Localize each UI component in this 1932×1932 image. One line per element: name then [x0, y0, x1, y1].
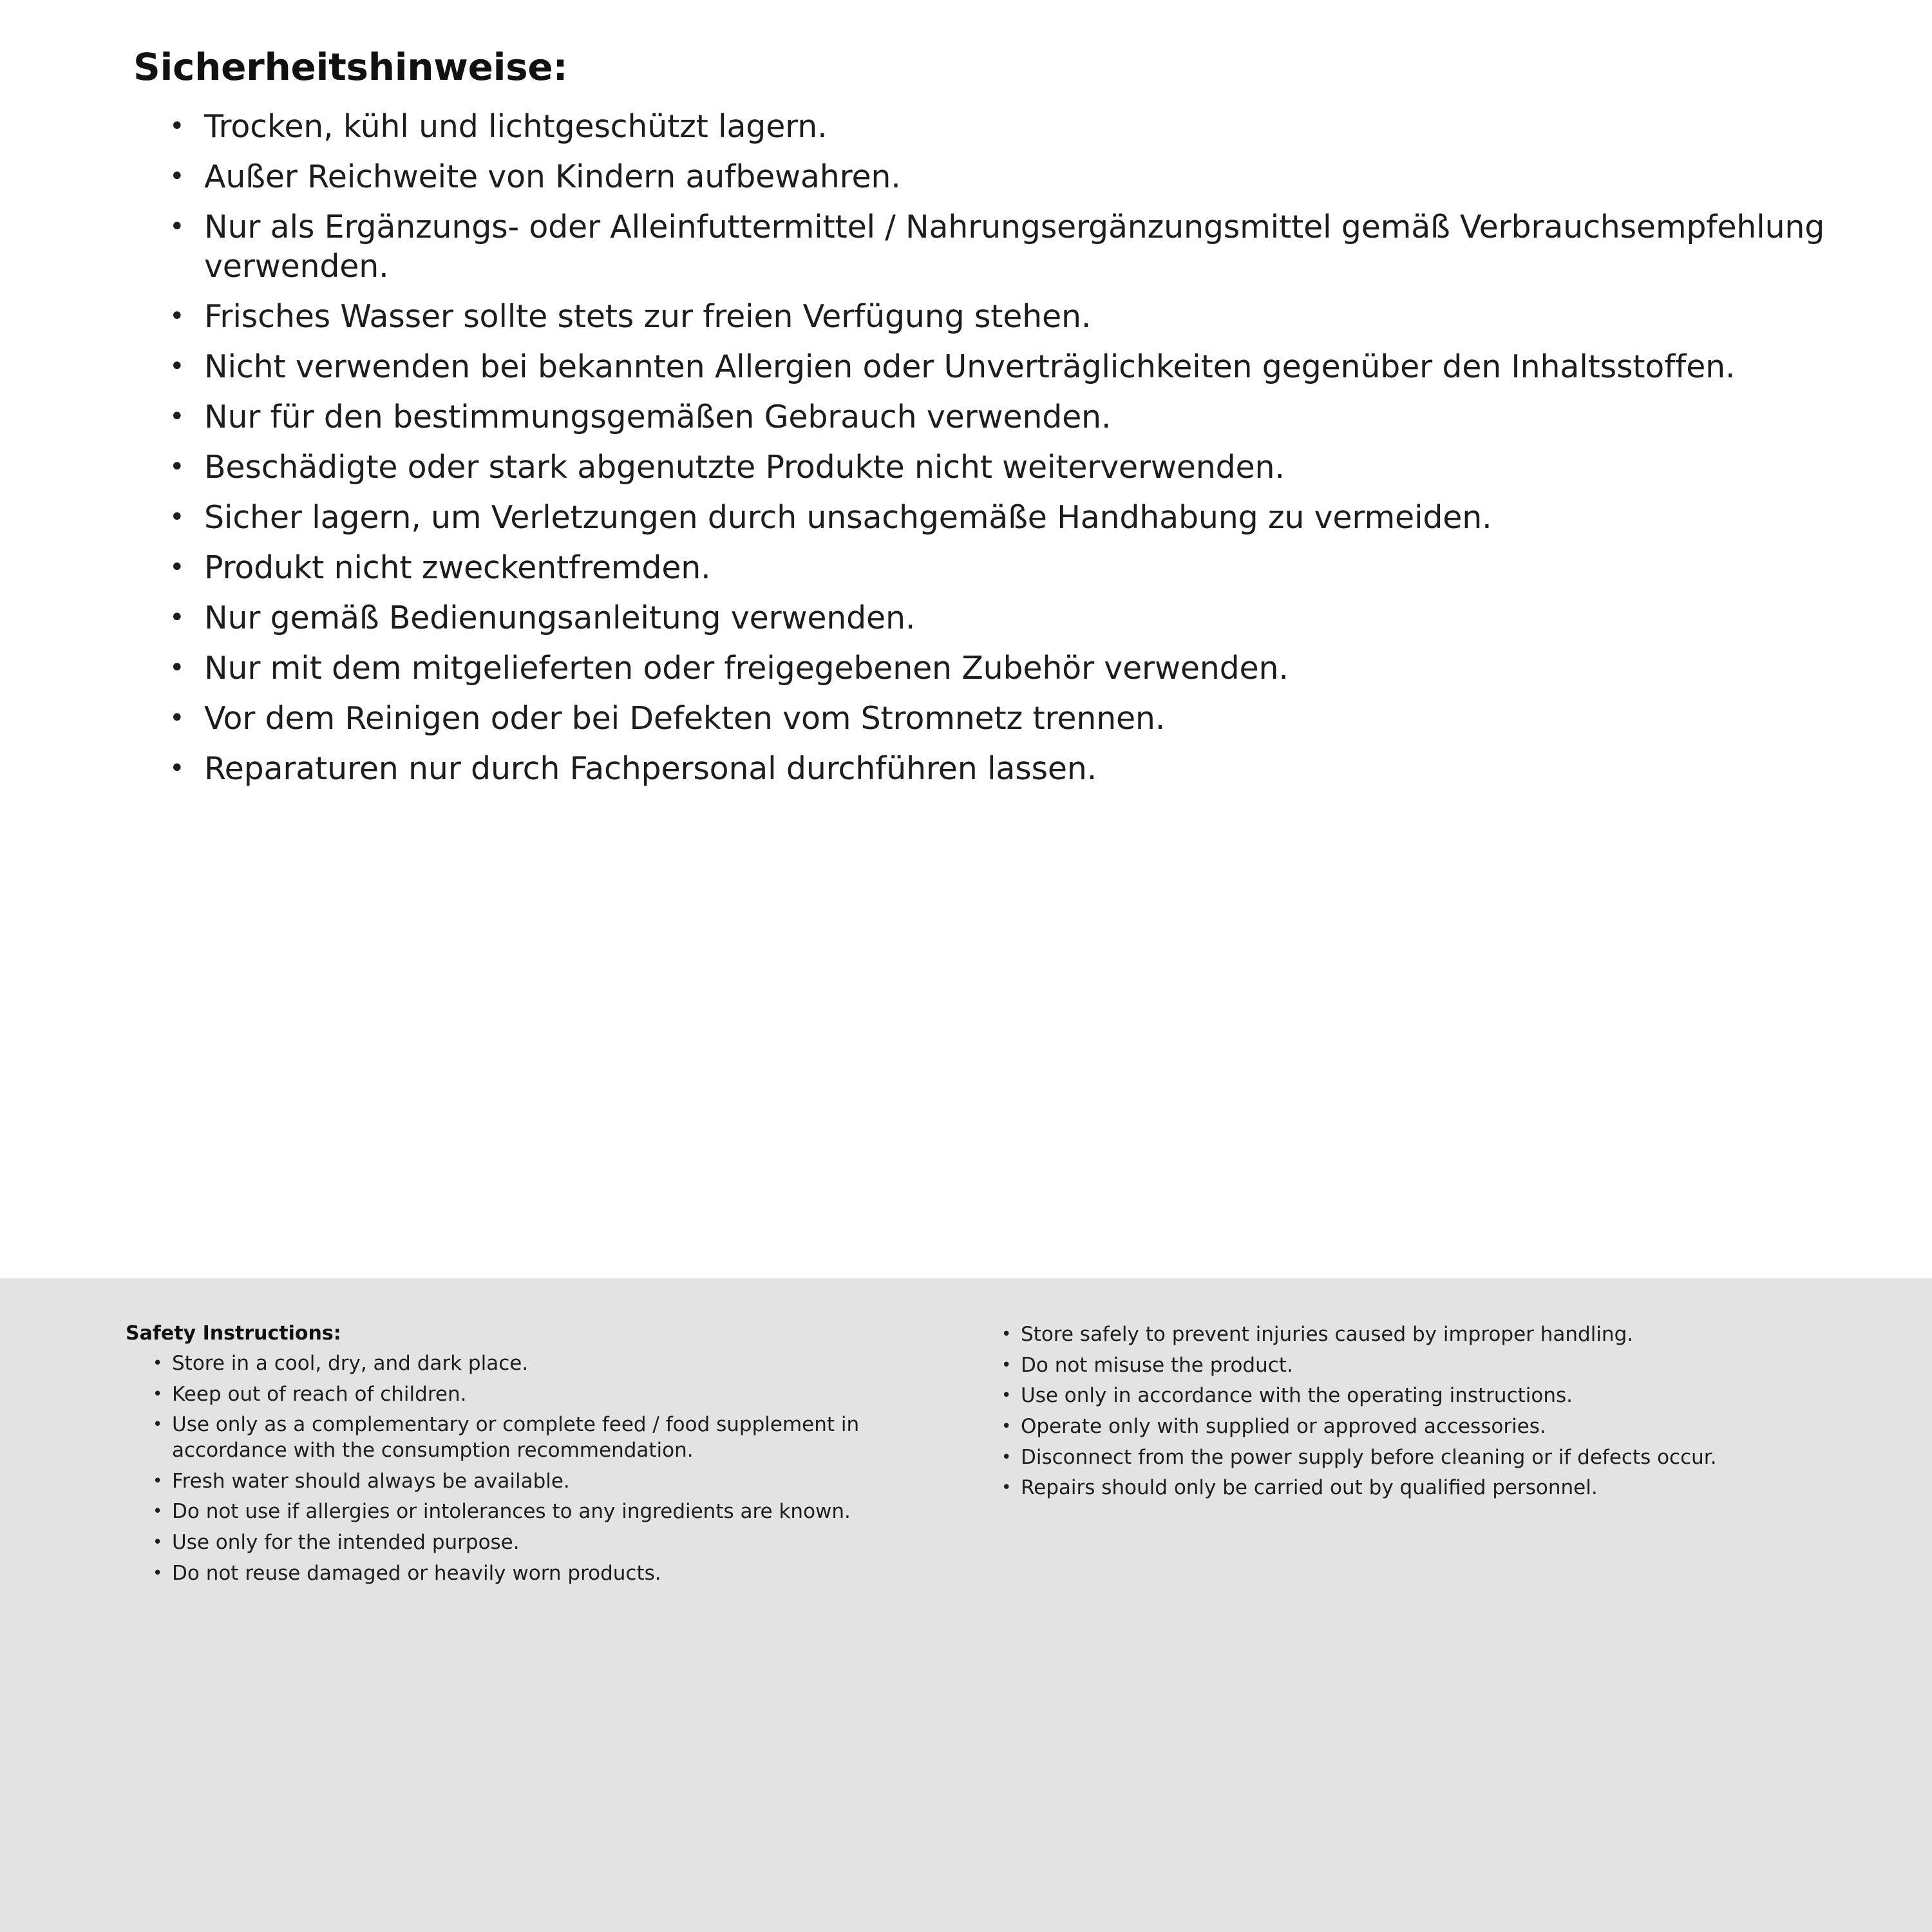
list-item-text: Fresh water should always be available.	[172, 1469, 570, 1493]
bullet-icon: •	[153, 1384, 163, 1404]
list-item	[164, 448, 1835, 487]
list-item	[153, 1469, 943, 1495]
english-column-left	[126, 1322, 943, 1932]
list-item-text: Nur für den bestimmungsgemäßen Gebrauch verwenden.	[204, 399, 1112, 435]
bullet-icon: •	[169, 402, 185, 431]
english-safety-section	[0, 1278, 1932, 1932]
english-heading: Safety Instructions:	[126, 1322, 341, 1345]
list-item	[153, 1382, 943, 1408]
bullet-icon: •	[153, 1563, 163, 1583]
bullet-icon: •	[153, 1415, 163, 1435]
list-item-text: Store in a cool, dry, and dark place.	[172, 1352, 529, 1375]
list-item	[153, 1530, 943, 1556]
bullet-icon: •	[153, 1471, 163, 1491]
bullet-icon: •	[169, 502, 185, 532]
list-item	[1001, 1445, 1819, 1471]
bullet-icon: •	[169, 753, 185, 783]
list-item	[1001, 1383, 1819, 1409]
bullet-icon: •	[1001, 1355, 1012, 1375]
list-item	[164, 598, 1835, 638]
list-item	[164, 649, 1835, 688]
list-item-text: Keep out of reach of children.	[172, 1382, 467, 1406]
bullet-icon: •	[169, 301, 185, 331]
list-item-text: Repairs should only be carried out by qualified personnel.	[1021, 1476, 1598, 1500]
german-safety-list	[126, 107, 1835, 788]
list-item	[164, 207, 1835, 286]
list-item	[153, 1561, 943, 1587]
list-item-text: Store safely to prevent injuries caused by improper handling.	[1021, 1323, 1634, 1346]
bullet-icon: •	[169, 703, 185, 733]
list-item-text: Operate only with supplied or approved accessories.	[1021, 1415, 1546, 1439]
list-item-text: Außer Reichweite von Kindern aufbewahren.	[204, 158, 901, 195]
list-item-text: Use only for the intended purpose.	[172, 1531, 520, 1555]
list-item	[153, 1351, 943, 1377]
list-item-text: Reparaturen nur durch Fachpersonal durchführen lassen.	[204, 750, 1097, 787]
english-safety-list-left	[126, 1351, 943, 1586]
bullet-icon: •	[1001, 1478, 1012, 1498]
list-item	[1001, 1475, 1819, 1501]
list-item	[1001, 1322, 1819, 1348]
list-item	[164, 157, 1835, 196]
bullet-icon: •	[169, 653, 185, 683]
list-item	[164, 347, 1835, 386]
list-item-text: Use only in accordance with the operating instructions.	[1021, 1384, 1573, 1408]
english-column-right	[1001, 1322, 1819, 1932]
list-item	[164, 749, 1835, 788]
list-item-text: Nicht verwenden bei bekannten Allergien oder Unverträglichkeiten gegenüber den Inhaltsstoffen.	[204, 348, 1736, 385]
bullet-icon: •	[1001, 1447, 1012, 1467]
list-item	[1001, 1353, 1819, 1379]
bullet-icon: •	[169, 452, 185, 482]
list-item	[164, 297, 1835, 336]
list-item	[164, 498, 1835, 537]
list-item-text: Disconnect from the power supply before cleaning or if defects occur.	[1021, 1445, 1717, 1469]
list-item-text: Do not reuse damaged or heavily worn products.	[172, 1561, 661, 1585]
bullet-icon: •	[169, 603, 185, 632]
bullet-icon: •	[153, 1502, 163, 1522]
bullet-icon: •	[1001, 1386, 1012, 1406]
english-safety-list-right	[1001, 1322, 1819, 1501]
bullet-icon: •	[169, 111, 185, 141]
bullet-icon: •	[153, 1533, 163, 1553]
list-item-text: Beschädigte oder stark abgenutzte Produkte nicht weiterverwenden.	[204, 449, 1285, 486]
bullet-icon: •	[1001, 1325, 1012, 1344]
list-item-text: Nur als Ergänzungs- oder Alleinfuttermittel / Nahrungsergänzungsmittel gemäß Verbrauchsempfehlung verwenden.	[204, 209, 1825, 285]
list-item-text: Produkt nicht zweckentfremden.	[204, 549, 711, 586]
list-item	[164, 699, 1835, 738]
list-item-text: Do not misuse the product.	[1021, 1353, 1293, 1377]
bullet-icon: •	[169, 162, 185, 191]
list-item	[153, 1412, 943, 1463]
german-heading: Sicherheitshinweise:	[133, 45, 568, 89]
list-item-text: Trocken, kühl und lichtgeschützt lagern.	[204, 108, 828, 145]
list-item	[164, 397, 1835, 437]
bullet-icon: •	[169, 553, 185, 582]
list-item	[164, 548, 1835, 587]
list-item	[1001, 1414, 1819, 1440]
bullet-icon: •	[169, 212, 185, 242]
list-item-text: Frisches Wasser sollte stets zur freien Verfügung stehen.	[204, 298, 1092, 335]
list-item-text: Vor dem Reinigen oder bei Defekten vom Stromnetz trennen.	[204, 700, 1166, 737]
bullet-icon: •	[169, 352, 185, 381]
list-item	[164, 107, 1835, 146]
list-item-text: Sicher lagern, um Verletzungen durch unsachgemäße Handhabung zu vermeiden.	[204, 499, 1492, 536]
list-item-text: Do not use if allergies or intolerances to any ingredients are known.	[172, 1500, 851, 1524]
list-item	[153, 1499, 943, 1525]
list-item-text: Use only as a complementary or complete feed / food supplement in accordance with the consumption recommendation.	[172, 1413, 860, 1463]
bullet-icon: •	[153, 1354, 163, 1373]
bullet-icon: •	[1001, 1417, 1012, 1437]
list-item-text: Nur gemäß Bedienungsanleitung verwenden.	[204, 600, 916, 636]
list-item-text: Nur mit dem mitgelieferten oder freigegebenen Zubehör verwenden.	[204, 650, 1289, 687]
